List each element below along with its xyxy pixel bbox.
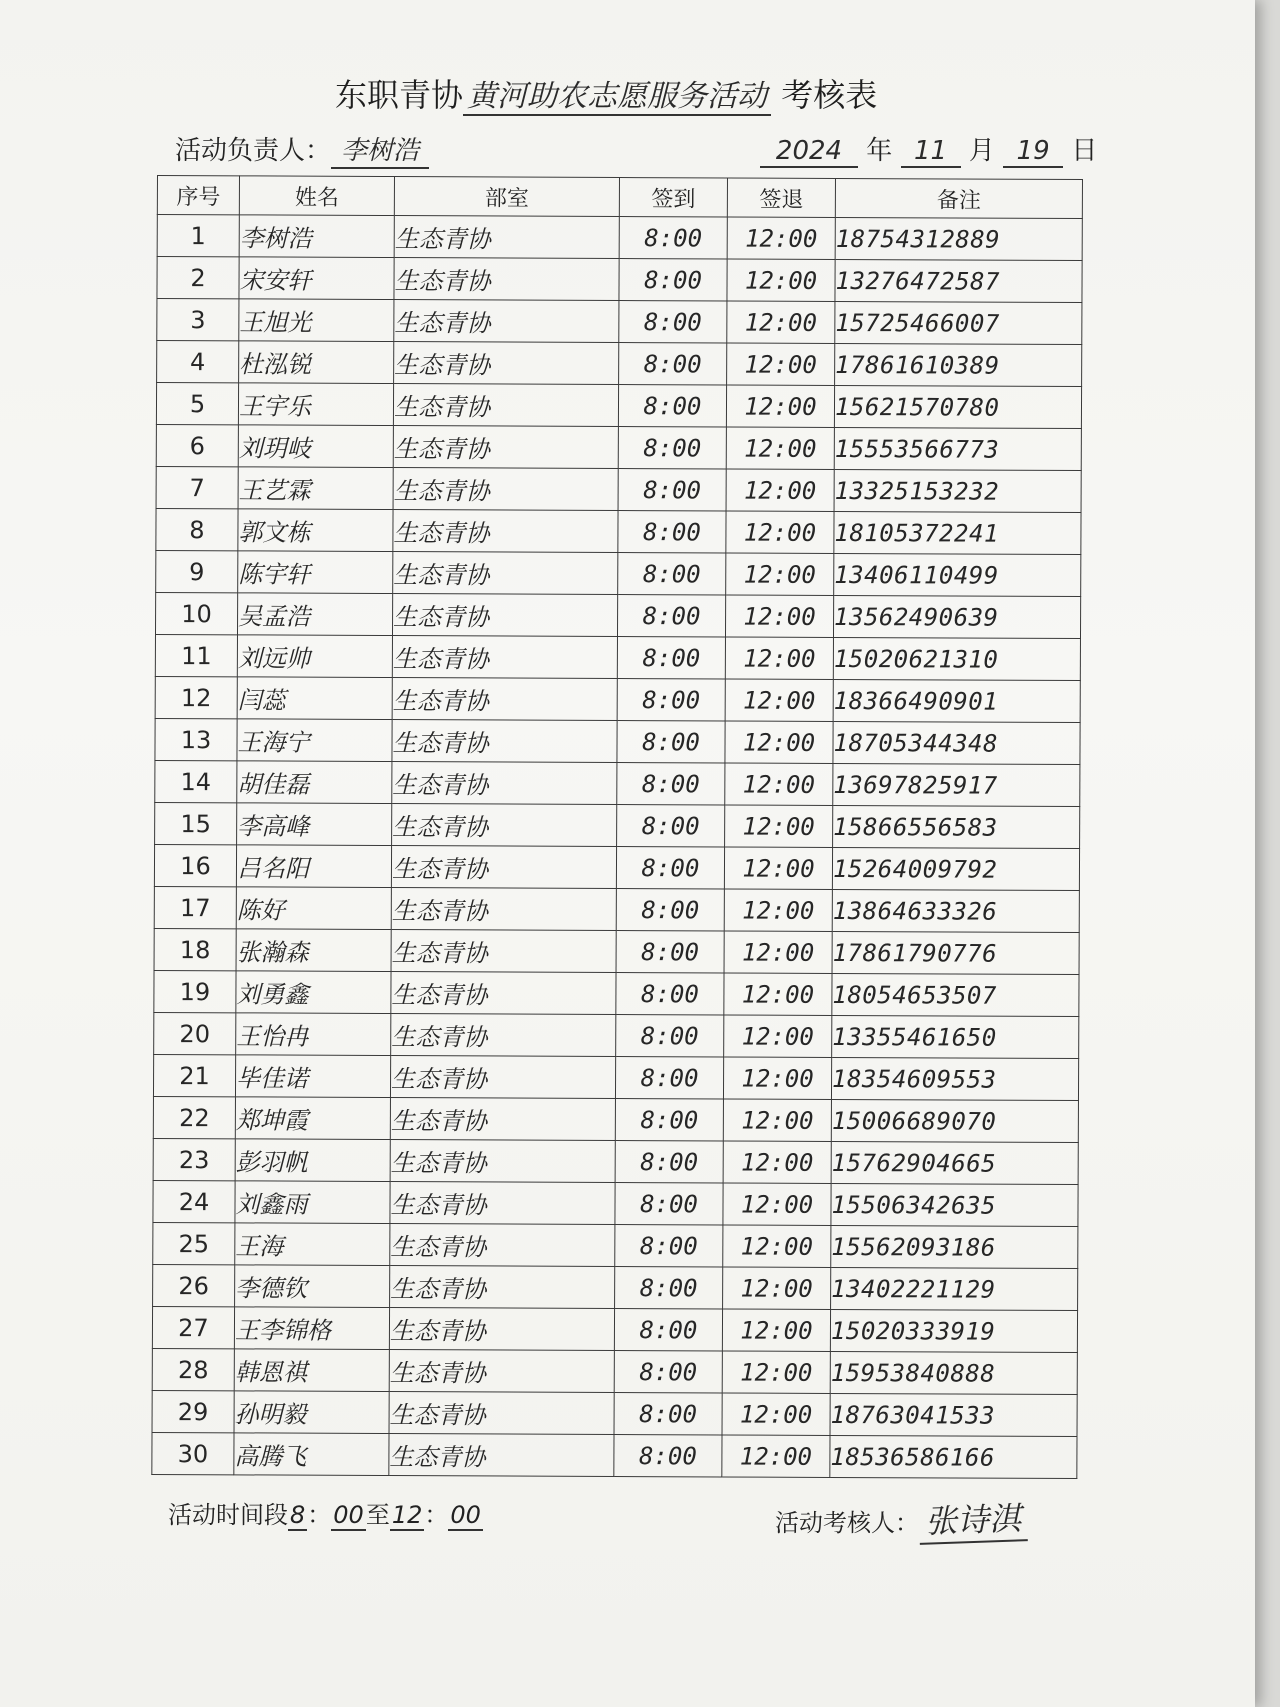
sign-out-time: 12:00 — [726, 427, 834, 469]
sign-in-time: 8:00 — [619, 217, 727, 259]
member-name: 吕名阳 — [236, 845, 391, 888]
member-name: 王海 — [235, 1223, 390, 1266]
sign-out-time: 12:00 — [727, 343, 835, 385]
member-name: 郑坤霞 — [235, 1097, 390, 1140]
row-number: 6 — [156, 424, 238, 466]
member-dept: 生态青协 — [390, 1224, 615, 1267]
table-row — [157, 341, 1082, 387]
period-to: 至 — [365, 1501, 390, 1529]
member-dept: 生态青协 — [390, 1098, 615, 1141]
period-label: 活动时间段 — [168, 1501, 288, 1529]
member-dept: 生态青协 — [391, 888, 616, 931]
row-number: 17 — [154, 886, 236, 928]
leader-label: 活动负责人： — [175, 136, 332, 166]
member-phone: 13406110499 — [834, 553, 1081, 596]
member-dept: 生态青协 — [392, 720, 617, 763]
member-dept: 生态青协 — [393, 426, 618, 469]
member-name: 毕佳诺 — [235, 1055, 390, 1098]
sign-out-time: 12:00 — [726, 511, 834, 553]
date-day: 19 — [1003, 136, 1063, 168]
row-number: 1 — [157, 215, 239, 257]
sign-out-time: 12:00 — [723, 1183, 831, 1225]
member-name: 韩恩祺 — [234, 1349, 389, 1392]
sign-out-time: 12:00 — [725, 679, 833, 721]
member-phone: 13325153232 — [834, 469, 1081, 512]
row-number: 29 — [152, 1390, 234, 1432]
table-row — [153, 1264, 1078, 1310]
member-name: 胡佳磊 — [237, 761, 392, 804]
member-name: 宋安轩 — [239, 257, 394, 300]
sign-out-time: 12:00 — [722, 1393, 830, 1435]
member-phone: 13355461650 — [832, 1015, 1079, 1058]
sign-out-time: 12:00 — [724, 847, 832, 889]
table-row — [152, 1348, 1077, 1394]
member-phone: 15562093186 — [831, 1225, 1078, 1268]
sign-out-time: 12:00 — [726, 469, 834, 511]
member-phone: 17861790776 — [832, 931, 1079, 974]
sign-out-time: 12:00 — [725, 721, 833, 763]
sign-in-time: 8:00 — [618, 511, 726, 553]
member-phone: 18366490901 — [833, 679, 1080, 722]
col-header-dept: 部室 — [394, 177, 619, 217]
row-number: 8 — [156, 508, 238, 550]
member-dept: 生态青协 — [393, 384, 618, 427]
period-start-hour: 8 — [290, 1501, 306, 1529]
title-activity: 黄河助农志愿服务活动 — [463, 79, 771, 116]
member-name: 张瀚森 — [236, 929, 391, 972]
sign-in-time: 8:00 — [615, 1225, 723, 1267]
sign-in-time: 8:00 — [616, 1015, 724, 1057]
table-row — [153, 1222, 1078, 1268]
member-dept: 生态青协 — [391, 972, 616, 1015]
sign-out-time: 12:00 — [723, 1141, 831, 1183]
table-row — [155, 760, 1080, 806]
sign-out-time: 12:00 — [723, 1057, 831, 1099]
table-row — [155, 718, 1080, 764]
member-name: 彭羽帆 — [235, 1139, 390, 1182]
sign-out-time: 12:00 — [723, 1099, 831, 1141]
table-row — [153, 1138, 1078, 1184]
period-colon-1: ： — [307, 1501, 332, 1529]
member-phone: 18763041533 — [830, 1393, 1077, 1436]
member-name: 孙明毅 — [234, 1391, 389, 1434]
day-unit: 日 — [1071, 136, 1098, 166]
sign-out-time: 12:00 — [726, 553, 834, 595]
row-number: 12 — [155, 676, 237, 718]
row-number: 27 — [152, 1306, 234, 1348]
sign-in-time: 8:00 — [618, 385, 726, 427]
member-name: 刘远帅 — [237, 635, 392, 678]
member-dept: 生态青协 — [393, 552, 618, 595]
member-phone: 17861610389 — [835, 343, 1082, 386]
date-year: 2024 — [760, 136, 858, 168]
row-number: 16 — [154, 844, 236, 886]
period-colon-2: ： — [424, 1501, 449, 1529]
member-dept: 生态青协 — [392, 594, 617, 637]
table-row — [154, 928, 1079, 974]
sign-in-time: 8:00 — [614, 1393, 722, 1435]
member-dept: 生态青协 — [391, 930, 616, 973]
member-dept: 生态青协 — [390, 1182, 615, 1225]
sign-in-time: 8:00 — [618, 553, 726, 595]
row-number: 11 — [155, 634, 237, 676]
member-dept: 生态青协 — [392, 762, 617, 805]
row-number: 7 — [156, 466, 238, 508]
table-row — [156, 424, 1081, 470]
member-phone: 15006689070 — [831, 1099, 1078, 1142]
reviewer-signature: 张诗淇 — [918, 1493, 1028, 1545]
sign-in-time: 8:00 — [617, 763, 725, 805]
table-row — [154, 1012, 1079, 1058]
member-name: 郭文栋 — [238, 509, 393, 552]
sign-out-time: 12:00 — [727, 301, 835, 343]
row-number: 23 — [153, 1138, 235, 1180]
member-name: 陈宇轩 — [238, 551, 393, 594]
table-row — [155, 676, 1080, 722]
table-row — [155, 634, 1080, 680]
sign-in-time: 8:00 — [614, 1351, 722, 1393]
member-phone: 13562490639 — [833, 595, 1080, 638]
member-dept: 生态青协 — [389, 1350, 614, 1393]
table-row — [152, 1390, 1077, 1436]
sign-in-time: 8:00 — [616, 973, 724, 1015]
title-suffix: 考核表 — [781, 76, 878, 114]
sign-in-time: 8:00 — [616, 889, 724, 931]
member-name: 李树浩 — [239, 215, 394, 258]
member-dept: 生态青协 — [390, 1140, 615, 1183]
member-dept: 生态青协 — [390, 1266, 615, 1309]
row-number: 22 — [153, 1096, 235, 1138]
member-dept: 生态青协 — [392, 636, 617, 679]
sign-in-time: 8:00 — [615, 1183, 723, 1225]
member-phone: 18536586166 — [830, 1435, 1077, 1478]
member-name: 王怡冉 — [236, 1013, 391, 1056]
sign-out-time: 12:00 — [725, 805, 833, 847]
sign-in-time: 8:00 — [614, 1435, 722, 1477]
table-header-row — [157, 176, 1082, 219]
member-dept: 生态青协 — [394, 258, 619, 301]
member-name: 刘勇鑫 — [236, 971, 391, 1014]
sign-out-time: 12:00 — [724, 931, 832, 973]
row-number: 30 — [152, 1432, 234, 1474]
member-phone: 13697825917 — [833, 763, 1080, 806]
table-row — [157, 299, 1082, 345]
sign-out-time: 12:00 — [724, 889, 832, 931]
member-dept: 生态青协 — [394, 300, 619, 343]
sign-in-time: 8:00 — [617, 679, 725, 721]
sign-out-time: 12:00 — [724, 1015, 832, 1057]
date-month: 11 — [901, 136, 961, 168]
sign-in-time: 8:00 — [616, 931, 724, 973]
table-row — [154, 844, 1079, 890]
member-dept: 生态青协 — [389, 1308, 614, 1351]
sign-out-time: 12:00 — [722, 1309, 830, 1351]
leader-name: 李树浩 — [331, 130, 429, 169]
member-phone: 13864633326 — [832, 889, 1079, 932]
member-name: 王艺霖 — [238, 467, 393, 510]
sign-in-time: 8:00 — [615, 1141, 723, 1183]
member-phone: 18705344348 — [833, 721, 1080, 764]
date-line — [760, 130, 1097, 166]
col-header-note: 备注 — [835, 178, 1082, 218]
sign-out-time: 12:00 — [723, 1267, 831, 1309]
sign-in-time: 8:00 — [615, 1099, 723, 1141]
table-row — [157, 215, 1082, 261]
row-number: 19 — [154, 970, 236, 1012]
table-row — [153, 1054, 1078, 1100]
member-name: 吴孟浩 — [237, 593, 392, 636]
member-dept: 生态青协 — [389, 1392, 614, 1435]
table-row — [152, 1432, 1077, 1478]
member-dept: 生态青协 — [389, 1434, 614, 1477]
sign-in-time: 8:00 — [619, 343, 727, 385]
sign-in-time: 8:00 — [619, 301, 727, 343]
reviewer-line — [775, 1495, 1027, 1543]
leader-line — [175, 130, 429, 166]
member-dept: 生态青协 — [390, 1056, 615, 1099]
sign-in-time: 8:00 — [619, 259, 727, 301]
member-dept: 生态青协 — [393, 510, 618, 553]
member-name: 刘玥岐 — [238, 425, 393, 468]
member-name: 王宇乐 — [238, 383, 393, 426]
table-row — [154, 886, 1079, 932]
member-phone: 15264009792 — [832, 847, 1079, 890]
sign-out-time: 12:00 — [726, 385, 834, 427]
sign-in-time: 8:00 — [618, 427, 726, 469]
table-row — [155, 592, 1080, 638]
member-dept: 生态青协 — [391, 1014, 616, 1057]
sign-in-time: 8:00 — [617, 637, 725, 679]
member-phone: 15762904665 — [831, 1141, 1078, 1184]
member-name: 李德钦 — [235, 1265, 390, 1308]
member-dept: 生态青协 — [394, 342, 619, 385]
table-row — [153, 1180, 1078, 1226]
month-unit: 月 — [968, 136, 995, 166]
period-end-hour: 12 — [391, 1501, 423, 1529]
activity-period — [168, 1495, 483, 1530]
member-phone: 15866556583 — [833, 805, 1080, 848]
member-phone: 15506342635 — [831, 1183, 1078, 1226]
sign-out-time: 12:00 — [725, 637, 833, 679]
col-header-name: 姓名 — [239, 176, 394, 216]
row-number: 18 — [154, 928, 236, 970]
attendance-table — [151, 175, 1083, 1479]
member-phone: 15020333919 — [830, 1309, 1077, 1352]
row-number: 15 — [155, 802, 237, 844]
row-number: 2 — [157, 257, 239, 299]
sign-out-time: 12:00 — [727, 217, 835, 259]
row-number: 5 — [156, 383, 238, 425]
member-phone: 15725466007 — [835, 301, 1082, 344]
row-number: 24 — [153, 1180, 235, 1222]
sign-out-time: 12:00 — [725, 763, 833, 805]
member-phone: 15953840888 — [830, 1351, 1077, 1394]
table-row — [154, 970, 1079, 1016]
member-name: 杜泓锐 — [239, 341, 394, 384]
sign-in-time: 8:00 — [615, 1057, 723, 1099]
sign-in-time: 8:00 — [617, 805, 725, 847]
member-name: 王李锦格 — [234, 1307, 389, 1350]
col-header-no: 序号 — [157, 176, 239, 215]
member-dept: 生态青协 — [394, 216, 619, 259]
sign-in-time: 8:00 — [614, 1309, 722, 1351]
sign-out-time: 12:00 — [722, 1351, 830, 1393]
member-phone: 18754312889 — [835, 217, 1082, 260]
row-number: 13 — [155, 718, 237, 760]
member-name: 王旭光 — [239, 299, 394, 342]
row-number: 26 — [153, 1264, 235, 1306]
sign-in-time: 8:00 — [617, 595, 725, 637]
title-prefix: 东职青协 — [335, 76, 464, 114]
row-number: 25 — [153, 1222, 235, 1264]
table-row — [155, 802, 1080, 848]
row-number: 28 — [152, 1348, 234, 1390]
sign-in-time: 8:00 — [617, 721, 725, 763]
member-name: 刘鑫雨 — [235, 1181, 390, 1224]
member-name: 闫蕊 — [237, 677, 392, 720]
row-number: 3 — [157, 299, 239, 341]
period-end-minute: 00 — [450, 1501, 481, 1529]
member-phone: 18054653507 — [832, 973, 1079, 1016]
table-row — [156, 383, 1081, 429]
row-number: 20 — [154, 1012, 236, 1054]
row-number: 14 — [155, 760, 237, 802]
member-name: 王海宁 — [237, 719, 392, 762]
member-phone: 13402221129 — [831, 1267, 1078, 1310]
sign-out-time: 12:00 — [724, 973, 832, 1015]
member-dept: 生态青协 — [393, 468, 618, 511]
row-number: 10 — [155, 592, 237, 634]
reviewer-label: 活动考核人： — [775, 1509, 919, 1537]
member-name: 陈好 — [236, 887, 391, 930]
table-row — [153, 1096, 1078, 1142]
col-header-signout: 签退 — [727, 178, 835, 217]
member-phone: 13276472587 — [835, 259, 1082, 302]
year-unit: 年 — [866, 136, 893, 166]
sign-in-time: 8:00 — [618, 469, 726, 511]
member-dept: 生态青协 — [392, 804, 617, 847]
member-name: 高腾飞 — [234, 1433, 389, 1476]
member-dept: 生态青协 — [391, 846, 616, 889]
table-row — [156, 550, 1081, 596]
period-start-minute: 00 — [333, 1501, 364, 1529]
member-phone: 15020621310 — [833, 637, 1080, 680]
col-header-signin: 签到 — [619, 178, 727, 217]
sign-out-time: 12:00 — [725, 595, 833, 637]
table-row — [152, 1306, 1077, 1352]
sign-out-time: 12:00 — [727, 259, 835, 301]
row-number: 21 — [153, 1054, 235, 1096]
member-phone: 18105372241 — [834, 511, 1081, 554]
member-phone: 15621570780 — [834, 385, 1081, 428]
form-title — [335, 70, 955, 114]
sign-out-time: 12:00 — [723, 1225, 831, 1267]
sign-out-time: 12:00 — [722, 1435, 830, 1477]
row-number: 4 — [157, 341, 239, 383]
sign-in-time: 8:00 — [616, 847, 724, 889]
row-number: 9 — [156, 550, 238, 592]
sign-in-time: 8:00 — [615, 1267, 723, 1309]
table-row — [156, 508, 1081, 554]
member-phone: 15553566773 — [834, 427, 1081, 470]
member-name: 李高峰 — [237, 803, 392, 846]
table-row — [157, 257, 1082, 303]
table-row — [156, 466, 1081, 512]
member-dept: 生态青协 — [392, 678, 617, 721]
member-phone: 18354609553 — [831, 1057, 1078, 1100]
